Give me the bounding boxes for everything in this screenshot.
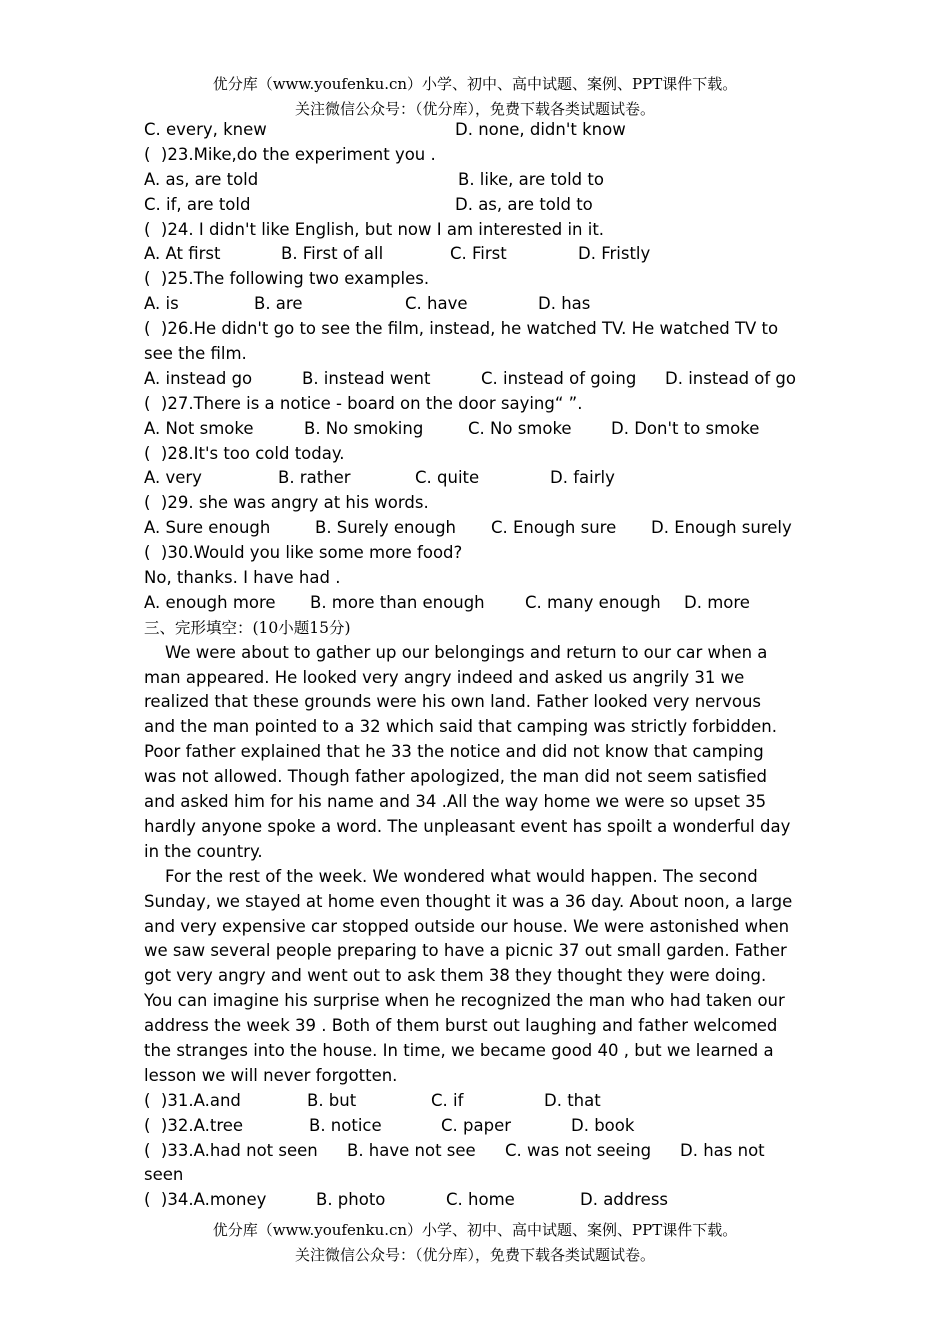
question-30-reply: No, thanks. I have had .: [144, 568, 341, 588]
option-d: D. has: [538, 294, 591, 314]
question-29-stem: ( )29. she was angry at his words.: [144, 493, 429, 513]
question-33: [144, 1139, 824, 1164]
passage-line: in the country.: [144, 841, 263, 861]
question-24-stem: ( )24. I didn't like English, but now I am interested in it.: [144, 219, 605, 239]
passage-line: lesson we will never forgotten.: [144, 1065, 398, 1085]
option-b: B. First of all: [281, 244, 384, 264]
passage-line: Sunday, we stayed at home even thought it was a 36 day. About noon, a large: [144, 891, 793, 911]
option-a: A. as, are told: [144, 169, 259, 189]
option-c: C. was not seeing: [505, 1140, 652, 1160]
option-c: C. paper: [441, 1115, 512, 1135]
option-d: D. as, are told to: [455, 194, 593, 214]
footer-line-2: 关注微信公众号：（优分库），免费下载各类试题试卷。: [294, 1246, 655, 1264]
passage-paragraph-2: [144, 865, 824, 1089]
option-c: C. Enough sure: [491, 518, 617, 538]
option-b: B. Surely enough: [315, 518, 456, 538]
option-c: C. every, knew: [144, 120, 267, 139]
option-d: D. fairly: [550, 468, 615, 488]
option-a: A. Sure enough: [144, 518, 271, 538]
passage-line: we saw several people preparing to have a picnic 37 out small garden. Father: [144, 941, 787, 961]
question-31: [144, 1089, 824, 1114]
option-b: B. are: [254, 294, 303, 314]
passage-line: realized that these grounds were his own land. Father looked very nervous: [144, 692, 762, 712]
passage-line: and the man pointed to a 32 which said that camping was strictly forbidden.: [144, 717, 777, 737]
option-a: A. Not smoke: [144, 418, 254, 438]
passage-line: address the week 39 . Both of them burst out laughing and father welcomed: [144, 1016, 778, 1036]
option-d: D. Don't to smoke: [611, 418, 760, 438]
option-c: C. No smoke: [468, 418, 572, 438]
passage-line: hardly anyone spoke a word. The unpleasant event has spoilt a wonderful day: [144, 816, 791, 836]
passage-line: man appeared. He looked very angry indeed and asked us angrily 31 we: [144, 667, 745, 687]
option-b: B. but: [307, 1090, 357, 1110]
option-b: B. like, are told to: [458, 169, 604, 189]
option-d: D. has not: [680, 1140, 765, 1160]
question-31-stem: ( )31.A.and: [144, 1090, 241, 1110]
option-c: C. if: [431, 1090, 464, 1110]
question-32-stem: ( )32.A.tree: [144, 1115, 244, 1135]
option-c: C. quite: [415, 468, 480, 488]
footer-line-1: 优分库（www.youfenku.cn）小学、初中、高中试题、案例、PPT课件下载。: [212, 1221, 738, 1239]
option-b: B. photo: [316, 1190, 386, 1210]
option-b: B. more than enough: [310, 592, 485, 612]
passage-line: and asked him for his name and 34 .All the way home we were so upset 35: [144, 792, 767, 812]
option-b: B. notice: [309, 1115, 382, 1135]
passage-line: For the rest of the week. We wondered what would happen. The second: [144, 866, 758, 886]
question-23-options-cd: [144, 193, 824, 218]
option-d: D. Enough surely: [651, 518, 792, 538]
option-b: B. No smoking: [304, 418, 424, 438]
question-28-stem: ( )28.It's too cold today.: [144, 443, 345, 463]
option-d: D. address: [580, 1190, 669, 1210]
header-line-1: 优分库（www.youfenku.cn）小学、初中、高中试题、案例、PPT课件下载。: [212, 75, 738, 93]
question-25-options: [144, 292, 824, 317]
passage-line: got very angry and went out to ask them 38 they thought they were doing.: [144, 966, 767, 986]
option-c: C. instead of going: [481, 368, 637, 388]
question-33-option-d-cont: seen: [144, 1165, 184, 1185]
option-c: C. First: [450, 244, 507, 264]
passage-line: was not allowed. Though father apologized, the man did not seem satisfied: [144, 767, 768, 787]
question-30-options: [144, 591, 824, 616]
option-c: C. home: [446, 1190, 515, 1210]
question-27-options: [144, 417, 824, 442]
question-26-stem-cont: see the film.: [144, 344, 247, 364]
option-c: C. many enough: [525, 592, 661, 612]
option-c: C. have: [405, 294, 468, 314]
option-b: B. rather: [278, 468, 351, 488]
question-32: [144, 1114, 824, 1139]
page-footer: [0, 1218, 950, 1268]
passage-line: We were about to gather up our belongings and return to our car when a: [144, 642, 768, 662]
question-23-stem: ( )23.Mike,do the experiment you .: [144, 144, 436, 164]
question-33-stem: ( )33.A.had not seen: [144, 1140, 318, 1160]
option-a: A. is: [144, 294, 179, 314]
option-c: C. if, are told: [144, 194, 251, 214]
option-b: B. instead went: [302, 368, 431, 388]
question-34: [144, 1188, 824, 1213]
option-d: D. instead of go: [665, 368, 797, 388]
option-d: D. more: [684, 592, 750, 612]
passage-line: Poor father explained that he 33 the notice and did not know that camping: [144, 742, 764, 762]
header-line-2: 关注微信公众号：（优分库），免费下载各类试题试卷。: [294, 100, 655, 118]
passage-line: the stranges into the house. In time, we became good 40 , but we learned a: [144, 1040, 774, 1060]
option-d: D. none, didn't know: [455, 120, 626, 139]
question-34-stem: ( )34.A.money: [144, 1190, 267, 1210]
question-30-stem: ( )30.Would you like some more food?: [144, 543, 463, 563]
option-a: A. enough more: [144, 592, 276, 612]
passage-line: You can imagine his surprise when he recognized the man who had taken our: [144, 991, 785, 1011]
option-d: D. book: [571, 1115, 635, 1135]
question-27-stem: ( )27.There is a notice - board on the door saying“ ”.: [144, 393, 583, 413]
option-d: D. that: [544, 1090, 601, 1110]
passage-paragraph-1: [144, 641, 824, 865]
option-a: A. instead go: [144, 368, 253, 388]
page-header: [0, 72, 950, 122]
section-title: 三、完形填空：(10小题15分): [144, 618, 351, 637]
question-24-options: [144, 242, 824, 267]
option-a: A. At first: [144, 244, 221, 264]
question-26-options: [144, 367, 824, 392]
passage-line: and very expensive car stopped outside our house. We were astonished when: [144, 916, 790, 936]
option-d: D. Fristly: [578, 244, 651, 264]
question-22-options: [144, 118, 824, 143]
question-23-options-ab: [144, 168, 824, 193]
question-26-stem: ( )26.He didn't go to see the film, instead, he watched TV. He watched TV to: [144, 319, 779, 339]
question-25-stem: ( )25.The following two examples.: [144, 269, 430, 289]
exam-content: [144, 118, 824, 1213]
option-a: A. very: [144, 468, 202, 488]
question-29-options: [144, 516, 824, 541]
option-b: B. have not see: [347, 1140, 476, 1160]
question-28-options: [144, 466, 824, 491]
